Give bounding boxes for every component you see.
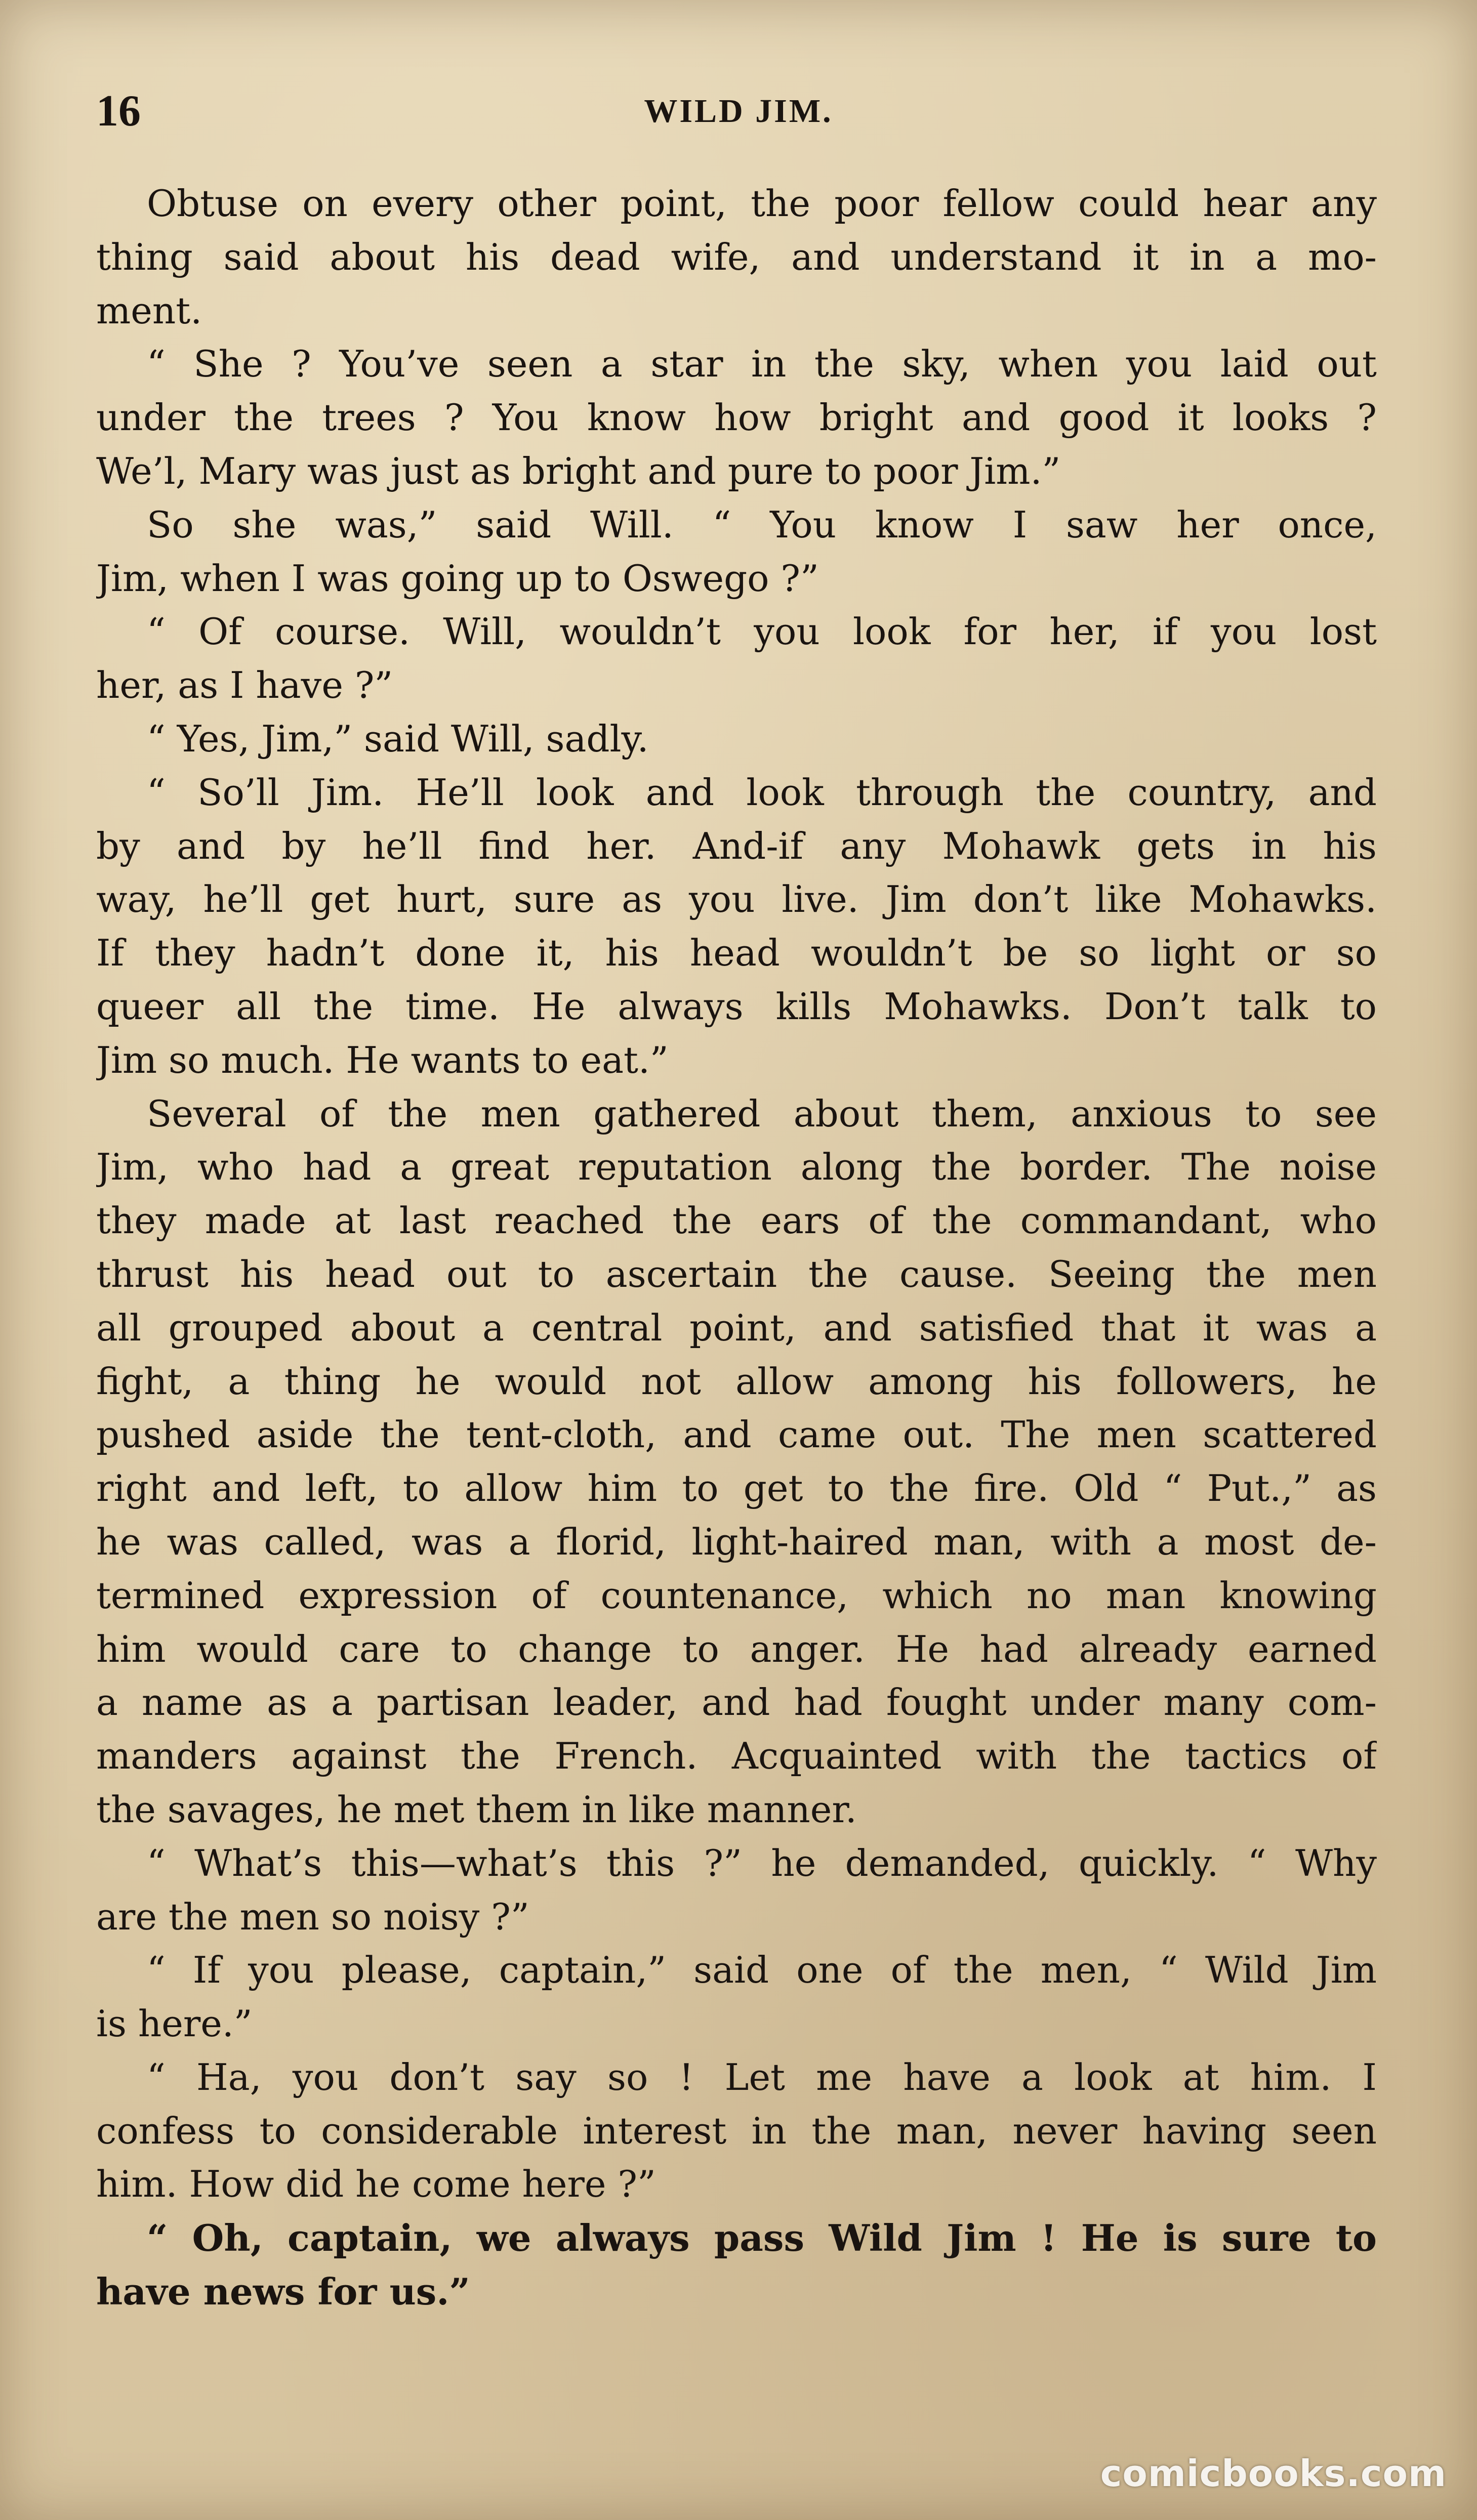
text-line: confess to considerable interest in the man, never having seen — [96, 2109, 1377, 2152]
text-line: thrust his head out to ascertain the cause. Seeing the men — [96, 1252, 1377, 1295]
text-line: by and by he’ll find her. And-if any Mohawk gets in his — [96, 824, 1377, 867]
text-line: “ If you please, captain,” said one of the men, “ Wild Jim — [147, 1949, 1377, 1992]
text-line: “ Oh, captain, we always pass Wild Jim ! He is sure to — [147, 2216, 1377, 2260]
text-line: Jim so much. He wants to eat.” — [96, 1038, 669, 1081]
text-line: thing said about his dead wife, and understand it in a mo- — [96, 235, 1377, 278]
text-line: he was called, was a florid, light-haired man, with a most de- — [96, 1520, 1377, 1563]
text-line: So she was,” said Will. “ You know I saw her once, — [147, 503, 1377, 546]
text-line: “ Of course. Will, wouldn’t you look for her, if you lost — [147, 610, 1377, 653]
text-line: “ Ha, you don’t say so ! Let me have a look at him. I — [147, 2055, 1377, 2098]
text-line: “ So’ll Jim. He’ll look and look through the country, and — [147, 771, 1377, 814]
running-head: WILD JIM. — [644, 93, 833, 130]
text-line: all grouped about a central point, and satisfied that it was a — [96, 1306, 1377, 1349]
text-line: Jim, when I was going up to Oswego ?” — [96, 557, 819, 600]
page-header — [96, 81, 1381, 142]
text-line: is here.” — [96, 2002, 253, 2045]
watermark: comicbooks.com — [1100, 2452, 1447, 2495]
text-line: are the men so noisy ?” — [96, 1895, 529, 1938]
text-line: manders against the French. Acquainted with the tactics of — [96, 1735, 1377, 1778]
text-line: him. How did he come here ?” — [96, 2163, 656, 2206]
text-line: him would care to change to anger. He had already earned — [96, 1627, 1377, 1670]
text-line: under the trees ? You know how bright and good it looks ? — [96, 396, 1377, 439]
text-line: her, as I have ?” — [96, 664, 393, 707]
text-line: have news for us.” — [96, 2270, 470, 2314]
text-line: termined expression of countenance, which no man knowing — [96, 1574, 1377, 1617]
text-line: “ Yes, Jim,” said Will, sadly. — [147, 717, 649, 760]
text-line: a name as a partisan leader, and had fought under many com- — [96, 1681, 1377, 1724]
text-line: If they hadn’t done it, his head wouldn’t be so light or so — [96, 932, 1377, 975]
page-number: 16 — [96, 87, 141, 136]
text-line: Obtuse on every other point, the poor fellow could hear any — [147, 182, 1377, 225]
text-line: they made at last reached the ears of the commandant, who — [96, 1199, 1377, 1242]
text-line: Jim, who had a great reputation along the border. The noise — [96, 1146, 1377, 1189]
text-line: right and left, to allow him to get to the fire. Old “ Put.,” as — [96, 1467, 1377, 1510]
text-line: queer all the time. He always kills Mohawks. Don’t talk to — [96, 985, 1377, 1028]
text-line: “ What’s this—what’s this ?” he demanded, quickly. “ Why — [147, 1841, 1377, 1884]
text-line: pushed aside the tent-cloth, and came out. The men scattered — [96, 1413, 1377, 1456]
body-text — [96, 177, 1377, 2319]
text-line: the savages, he met them in like manner. — [96, 1788, 857, 1831]
text-line: “ She ? You’ve seen a star in the sky, when you laid out — [147, 343, 1377, 386]
text-line: fight, a thing he would not allow among his followers, he — [96, 1360, 1377, 1403]
text-line: ment. — [96, 289, 202, 332]
text-line: Several of the men gathered about them, anxious to see — [147, 1092, 1377, 1135]
text-line: We’l, Mary was just as bright and pure to poor Jim.” — [96, 449, 1061, 492]
text-line: way, he’ll get hurt, sure as you live. Jim don’t like Mohawks. — [96, 878, 1377, 921]
